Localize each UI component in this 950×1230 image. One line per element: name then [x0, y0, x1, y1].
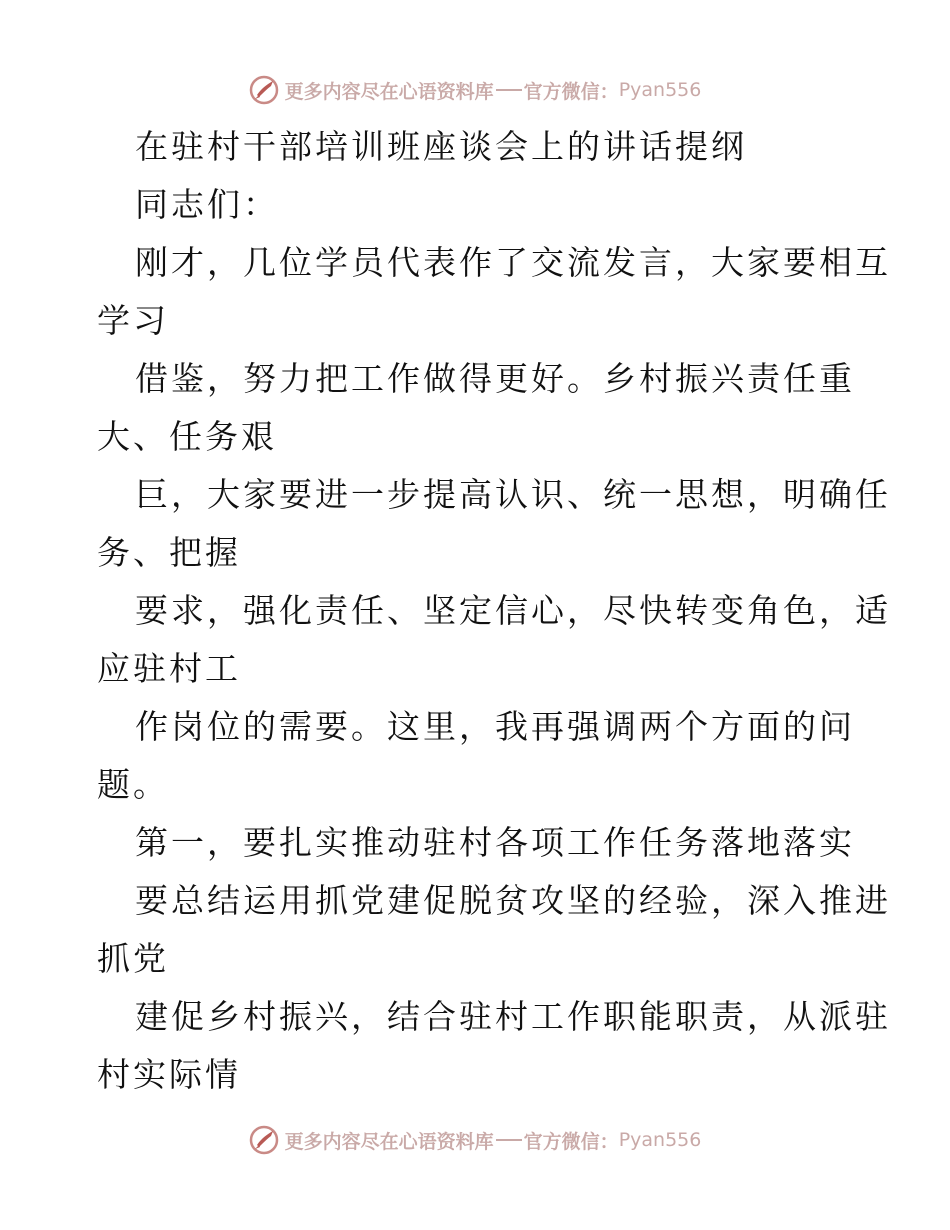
- body-line: 巨，大家要进一步提高认识、统一思想，明确任: [135, 475, 891, 514]
- body-line: 务、把握: [97, 533, 241, 572]
- body-line: 作岗位的需要。这里，我再强调两个方面的问: [135, 707, 855, 746]
- salutation: 同志们：: [135, 185, 279, 224]
- body-line: 大、任务艰: [97, 417, 277, 456]
- promo-text: 更多内容尽在心语资料库: [284, 80, 494, 103]
- footer-watermark-banner: [0, 1120, 950, 1160]
- body-line: 村实际情: [97, 1055, 241, 1094]
- body-line: 抓党: [97, 939, 169, 978]
- section-heading: 第一，要扎实推动驻村各项工作任务落地落实: [135, 823, 855, 862]
- wechat-id: Pyan556: [618, 1129, 702, 1151]
- document-body: [97, 118, 891, 1104]
- body-line: 借鉴，努力把工作做得更好。乡村振兴责任重: [135, 359, 855, 398]
- body-line: 应驻村工: [97, 649, 241, 688]
- body-line: 题。: [97, 765, 169, 804]
- banner-dash: [496, 1139, 522, 1141]
- body-line: 刚才，几位学员代表作了交流发言，大家要相互: [135, 243, 891, 282]
- promo-text: 更多内容尽在心语资料库: [284, 1130, 494, 1153]
- body-line: 要总结运用抓党建促脱贫攻坚的经验，深入推进: [135, 881, 891, 920]
- wechat-label: 官方微信：: [523, 80, 619, 103]
- header-watermark-banner: [0, 70, 950, 110]
- wechat-label: 官方微信：: [523, 1130, 619, 1153]
- brush-logo-icon: [249, 75, 279, 105]
- body-line: 建促乡村振兴，结合驻村工作职能职责，从派驻: [135, 997, 891, 1036]
- document-title: 在驻村干部培训班座谈会上的讲话提纲: [135, 127, 747, 166]
- brush-logo-icon: [249, 1125, 279, 1155]
- wechat-id: Pyan556: [618, 79, 702, 101]
- banner-dash: [496, 89, 522, 91]
- body-line: 要求，强化责任、坚定信心，尽快转变角色，适: [135, 591, 891, 630]
- body-line: 学习: [97, 301, 169, 340]
